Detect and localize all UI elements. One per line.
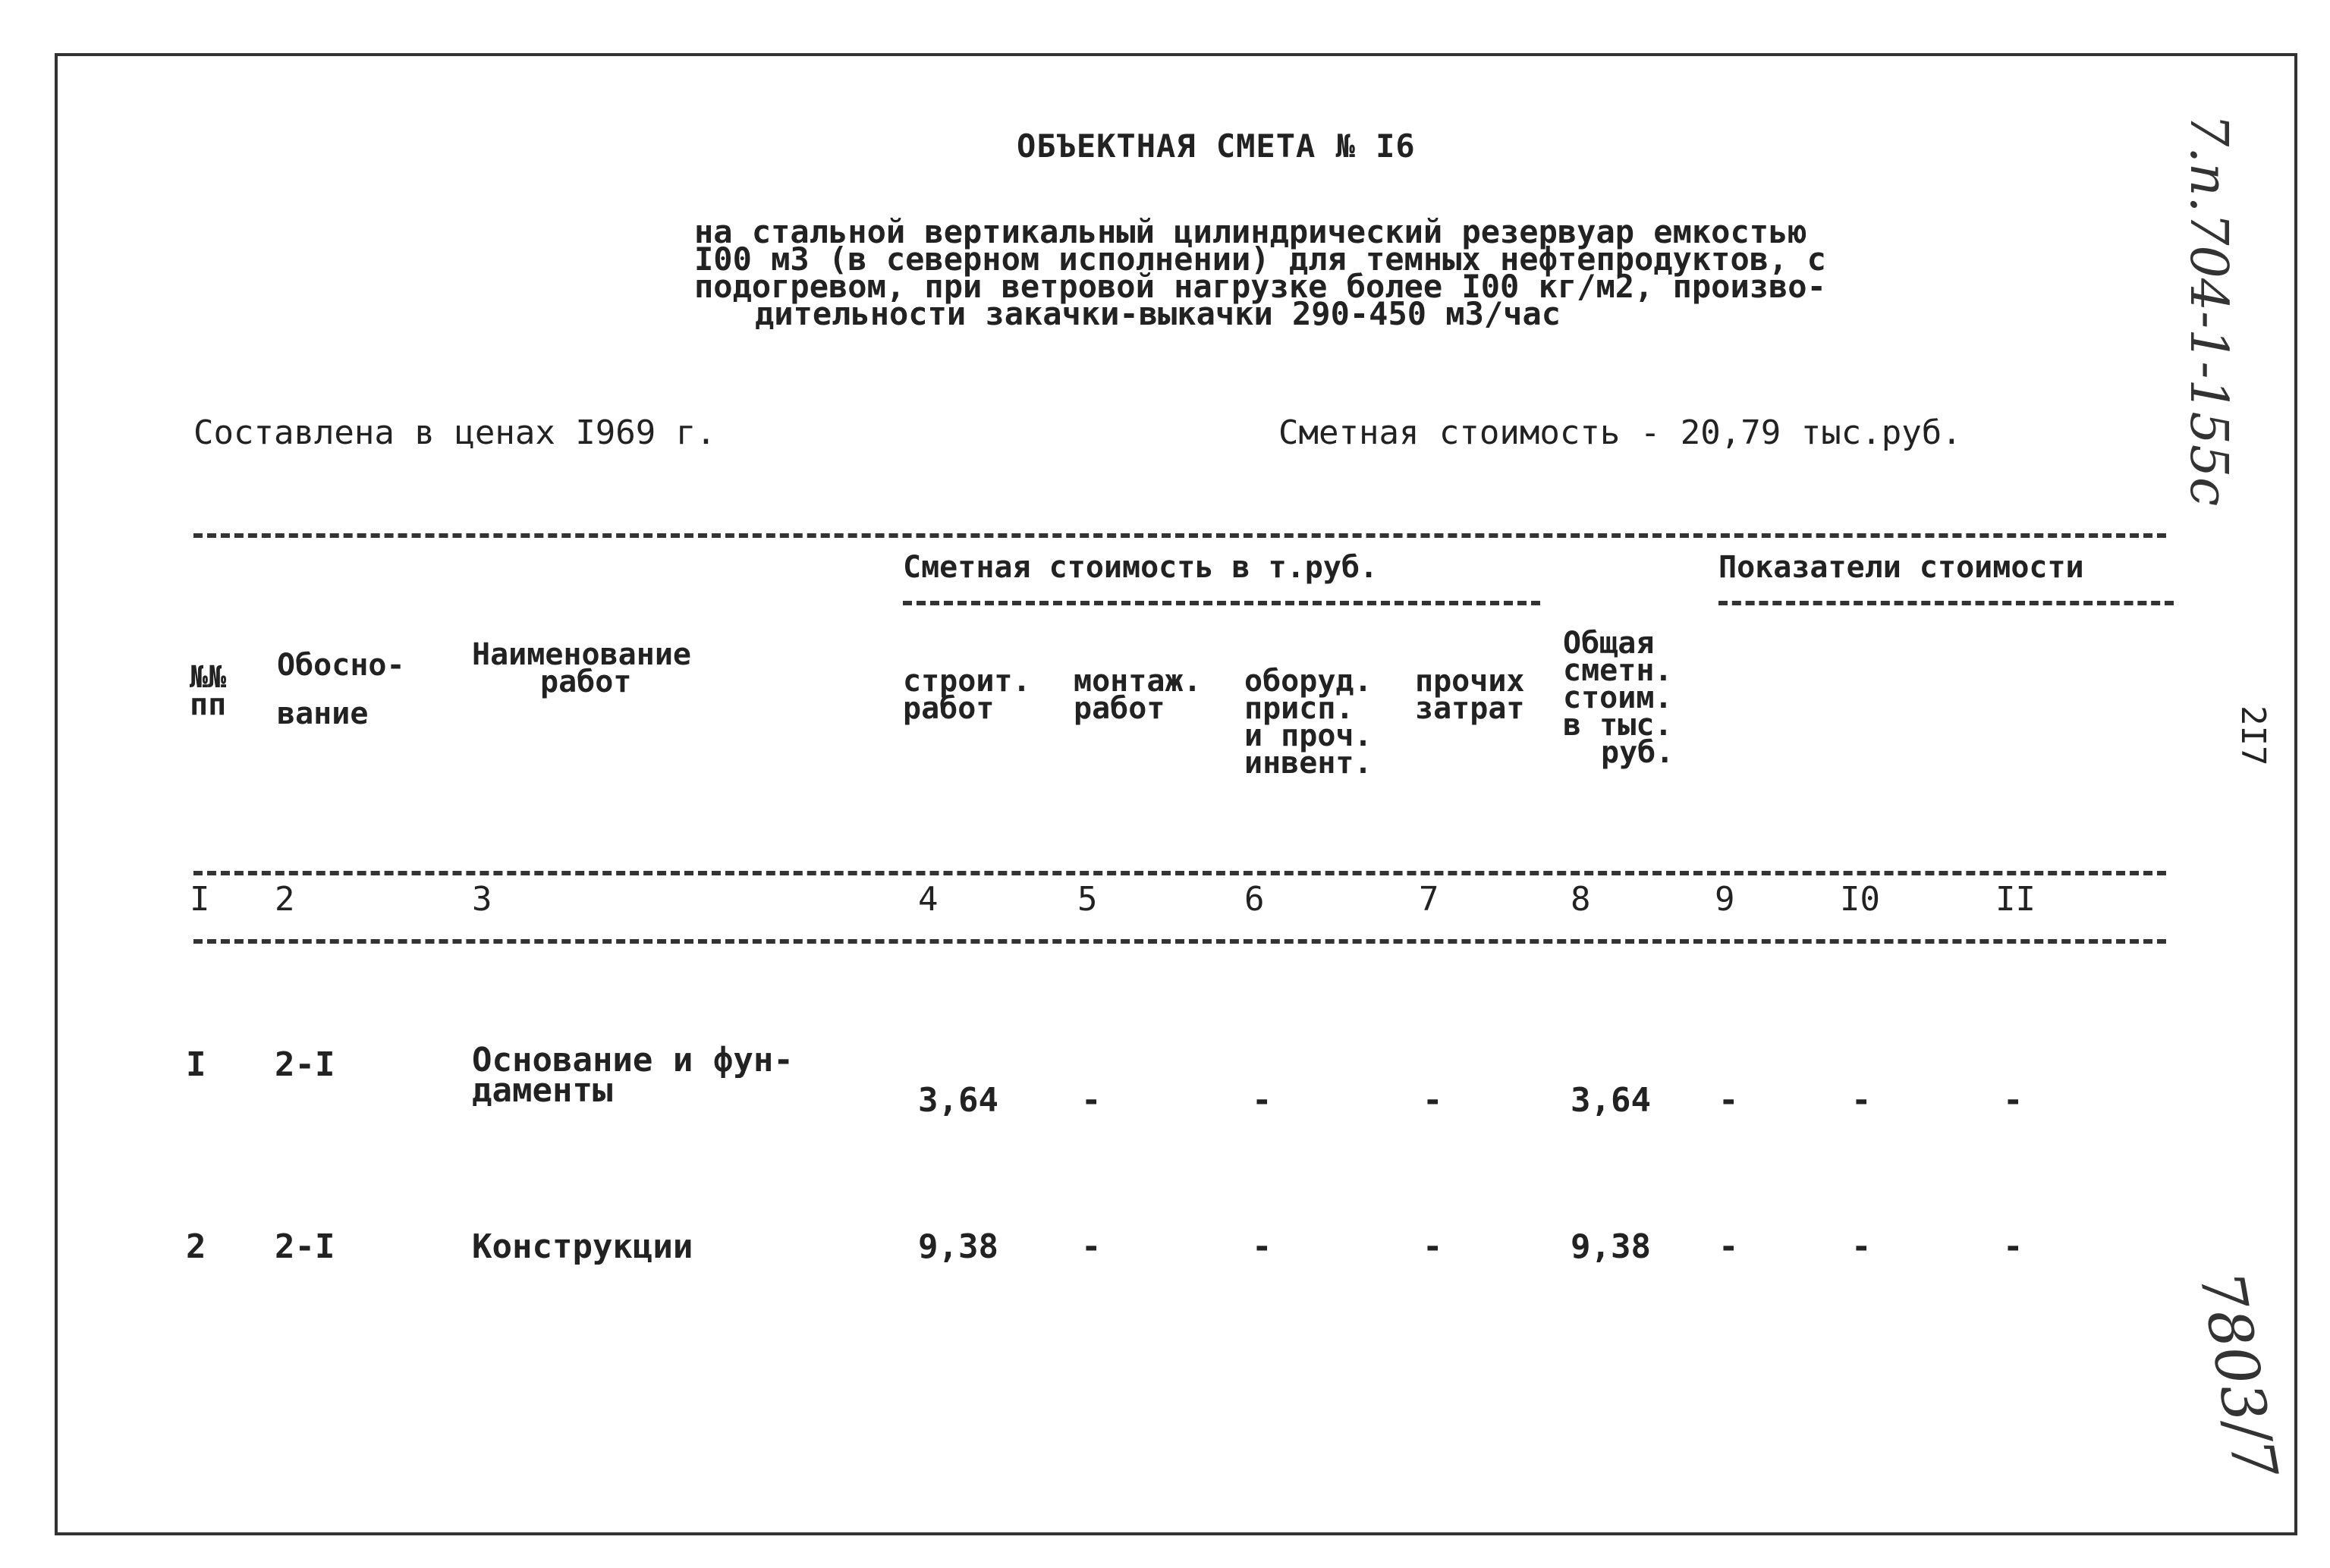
row-2-c10: - xyxy=(1851,1227,1872,1266)
row-2-c9: - xyxy=(1718,1227,1739,1266)
document-subtitle xyxy=(694,213,1826,332)
header-bottom-rule xyxy=(193,871,2166,875)
colnum-1: I xyxy=(190,880,210,919)
page-number: 2I7 xyxy=(2234,705,2272,766)
row-1-c8: 3,64 xyxy=(1571,1081,1651,1120)
row-1-name: Основание и фун- даменты xyxy=(472,1041,794,1110)
row-1-c11: - xyxy=(2003,1081,2023,1120)
table-top-rule xyxy=(193,533,2166,538)
row-2-c6: - xyxy=(1252,1227,1272,1266)
header-col-4: строит. работ xyxy=(903,664,1031,726)
row-1-c5: - xyxy=(1081,1081,1102,1120)
row-2-name: Конструкции xyxy=(472,1227,693,1266)
row-2-c4: 9,38 xyxy=(918,1227,998,1266)
row-1-c9: - xyxy=(1718,1081,1739,1120)
row-1-c4: 3,64 xyxy=(918,1081,998,1120)
colnum-10: I0 xyxy=(1840,880,1880,919)
row-2-c7: - xyxy=(1423,1227,1443,1266)
indicators-group-rule xyxy=(1718,601,2174,605)
document-title: ОБЪЕКТНАЯ СМЕТА № I6 xyxy=(1017,127,1416,165)
colnum-9: 9 xyxy=(1715,880,1735,919)
subtitle-line-1: на стальной вертикальный цилиндрический резервуар емкостью xyxy=(694,213,1807,250)
header-col-8: Общая сметн. стоим. в тыс. руб. xyxy=(1563,626,1674,770)
total-cost: Сметная стоимость - 20,79 тыс.руб. xyxy=(1278,413,1962,452)
subtitle-line-3: подогревом, при ветровой нагрузке более I00 кг/м2, произво- xyxy=(694,268,1826,305)
row-2-c5: - xyxy=(1081,1227,1102,1266)
cost-group-rule xyxy=(903,601,1540,605)
prices-note: Составлена в ценах I969 г. xyxy=(193,413,716,452)
colnum-4: 4 xyxy=(918,880,939,919)
handwritten-code: 7.п.704-1-155с xyxy=(2178,114,2238,507)
colnum-5: 5 xyxy=(1077,880,1098,919)
row-1-c6: - xyxy=(1252,1081,1272,1120)
row-1-number: I xyxy=(186,1045,206,1084)
header-col-6: оборуд. присп. и проч. инвент. xyxy=(1244,664,1373,781)
header-group-indicators: Показатели стоимости xyxy=(1718,550,2084,585)
row-1-basis: 2-I xyxy=(275,1045,335,1084)
header-col-1: №№ пп xyxy=(190,660,227,722)
colnum-3: 3 xyxy=(472,880,492,919)
header-col-7: прочих затрат xyxy=(1415,664,1525,726)
row-1-c7: - xyxy=(1423,1081,1443,1120)
row-2-c8: 9,38 xyxy=(1571,1227,1651,1266)
handwritten-inventory-number: 7803/7 xyxy=(2186,1267,2290,1484)
colnum-2: 2 xyxy=(275,880,295,919)
row-2-c11: - xyxy=(2003,1227,2023,1266)
row-2-number: 2 xyxy=(186,1227,206,1266)
colnum-11: II xyxy=(1995,880,2036,919)
colnum-bottom-rule xyxy=(193,939,2166,944)
header-col-2: Обосно- вание xyxy=(277,648,405,731)
colnum-6: 6 xyxy=(1244,880,1265,919)
header-group-cost: Сметная стоимость в т.руб. xyxy=(903,550,1379,585)
colnum-8: 8 xyxy=(1571,880,1591,919)
row-1-c10: - xyxy=(1851,1081,1872,1120)
row-2-basis: 2-I xyxy=(275,1227,335,1266)
subtitle-line-4: дительности закачки-выкачки 290-450 м3/час xyxy=(755,295,1561,332)
header-col-3: Наименование работ xyxy=(472,637,691,699)
header-col-5: монтаж. работ xyxy=(1074,664,1202,726)
subtitle-line-2: I00 м3 (в северном исполнении) для темных нефтепродуктов, с xyxy=(694,240,1826,278)
colnum-7: 7 xyxy=(1419,880,1439,919)
